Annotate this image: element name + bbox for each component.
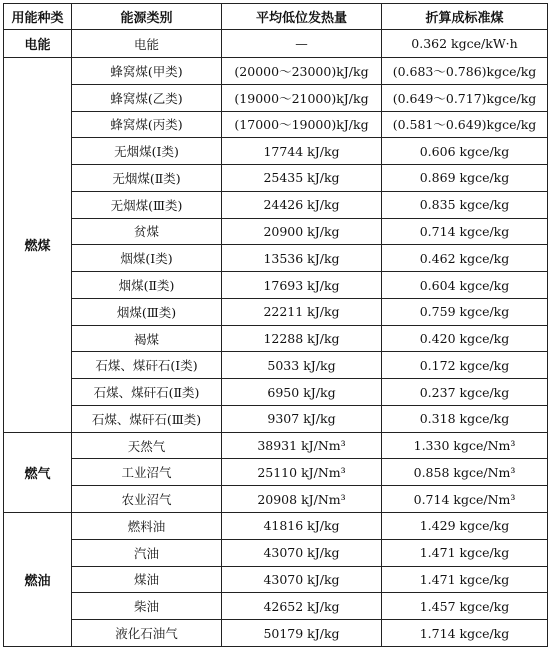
standard-coal-cell: 0.237 kgce/kg xyxy=(382,379,548,406)
table-row xyxy=(4,432,548,459)
heat-value-cell: 41816 kJ/kg xyxy=(222,513,382,540)
energy-type-cell: 电能 xyxy=(72,30,222,58)
header-standard-coal: 折算成标准煤 xyxy=(382,4,548,30)
heat-value-cell: 24426 kJ/kg xyxy=(222,191,382,218)
heat-value-cell: 43070 kJ/kg xyxy=(222,539,382,566)
header-usage-type: 用能种类 xyxy=(4,4,72,30)
energy-type-cell: 燃料油 xyxy=(72,513,222,540)
standard-coal-cell: 0.172 kgce/kg xyxy=(382,352,548,379)
standard-coal-cell: 1.330 kgce/Nm³ xyxy=(382,432,548,459)
category-cell: 燃油 xyxy=(4,513,72,647)
standard-coal-cell: 1.429 kgce/kg xyxy=(382,513,548,540)
standard-coal-cell: 1.471 kgce/kg xyxy=(382,539,548,566)
energy-type-cell: 农业沼气 xyxy=(72,486,222,513)
energy-type-cell: 柴油 xyxy=(72,593,222,620)
energy-type-cell: 工业沼气 xyxy=(72,459,222,486)
heat-value-cell: 9307 kJ/kg xyxy=(222,405,382,432)
table-row xyxy=(4,58,548,85)
standard-coal-cell: 0.759 kgce/kg xyxy=(382,298,548,325)
energy-type-cell: 石煤、煤矸石(Ⅲ类) xyxy=(72,405,222,432)
energy-type-cell: 天然气 xyxy=(72,432,222,459)
standard-coal-cell: 0.714 kgce/Nm³ xyxy=(382,486,548,513)
table-row xyxy=(4,191,548,218)
standard-coal-cell: 0.318 kgce/kg xyxy=(382,405,548,432)
standard-coal-cell: 0.606 kgce/kg xyxy=(382,138,548,165)
heat-value-cell: 22211 kJ/kg xyxy=(222,298,382,325)
table-row xyxy=(4,165,548,192)
standard-coal-cell: 0.420 kgce/kg xyxy=(382,325,548,352)
table-row xyxy=(4,405,548,432)
energy-type-cell: 贫煤 xyxy=(72,218,222,245)
heat-value-cell: 6950 kJ/kg xyxy=(222,379,382,406)
standard-coal-cell: (0.649～0.717)kgce/kg xyxy=(382,84,548,111)
standard-coal-cell: 0.714 kgce/kg xyxy=(382,218,548,245)
energy-type-cell: 液化石油气 xyxy=(72,620,222,647)
table-row xyxy=(4,111,548,138)
heat-value-cell: 17744 kJ/kg xyxy=(222,138,382,165)
table-row xyxy=(4,298,548,325)
table-row xyxy=(4,513,548,540)
standard-coal-cell: (0.683～0.786)kgce/kg xyxy=(382,58,548,85)
heat-value-cell: (20000～23000)kJ/kg xyxy=(222,58,382,85)
heat-value-cell: 50179 kJ/kg xyxy=(222,620,382,647)
header-row xyxy=(4,4,548,30)
heat-value-cell: 13536 kJ/kg xyxy=(222,245,382,272)
heat-value-cell: — xyxy=(222,30,382,58)
heat-value-cell: 43070 kJ/kg xyxy=(222,566,382,593)
table-row xyxy=(4,272,548,299)
energy-type-cell: 褐煤 xyxy=(72,325,222,352)
table-row xyxy=(4,325,548,352)
table-row xyxy=(4,459,548,486)
heat-value-cell: 25110 kJ/Nm³ xyxy=(222,459,382,486)
standard-coal-cell: 0.869 kgce/kg xyxy=(382,165,548,192)
table-row xyxy=(4,138,548,165)
standard-coal-cell: 0.462 kgce/kg xyxy=(382,245,548,272)
energy-type-cell: 烟煤(Ⅰ类) xyxy=(72,245,222,272)
energy-type-cell: 石煤、煤矸石(Ⅱ类) xyxy=(72,379,222,406)
heat-value-cell: 5033 kJ/kg xyxy=(222,352,382,379)
category-cell: 燃煤 xyxy=(4,58,72,433)
heat-value-cell: 25435 kJ/kg xyxy=(222,165,382,192)
standard-coal-cell: 1.471 kgce/kg xyxy=(382,566,548,593)
table-row xyxy=(4,352,548,379)
table-row xyxy=(4,379,548,406)
table-row xyxy=(4,620,548,647)
heat-value-cell: 38931 kJ/Nm³ xyxy=(222,432,382,459)
category-cell: 燃气 xyxy=(4,432,72,512)
standard-coal-cell: 1.457 kgce/kg xyxy=(382,593,548,620)
standard-coal-cell: 0.362 kgce/kW·h xyxy=(382,30,548,58)
energy-type-cell: 蜂窝煤(甲类) xyxy=(72,58,222,85)
energy-type-cell: 汽油 xyxy=(72,539,222,566)
header-heat-value: 平均低位发热量 xyxy=(222,4,382,30)
heat-value-cell: (19000～21000)kJ/kg xyxy=(222,84,382,111)
heat-value-cell: (17000～19000)kJ/kg xyxy=(222,111,382,138)
standard-coal-cell: 0.604 kgce/kg xyxy=(382,272,548,299)
standard-coal-cell: 0.835 kgce/kg xyxy=(382,191,548,218)
heat-value-cell: 12288 kJ/kg xyxy=(222,325,382,352)
energy-type-cell: 无烟煤(Ⅲ类) xyxy=(72,191,222,218)
table-row xyxy=(4,84,548,111)
standard-coal-cell: 1.714 kgce/kg xyxy=(382,620,548,647)
energy-type-cell: 石煤、煤矸石(Ⅰ类) xyxy=(72,352,222,379)
energy-type-cell: 蜂窝煤(丙类) xyxy=(72,111,222,138)
heat-value-cell: 42652 kJ/kg xyxy=(222,593,382,620)
table-row xyxy=(4,245,548,272)
heat-value-cell: 20908 kJ/Nm³ xyxy=(222,486,382,513)
energy-type-cell: 无烟煤(Ⅱ类) xyxy=(72,165,222,192)
table-row xyxy=(4,486,548,513)
energy-type-cell: 烟煤(Ⅲ类) xyxy=(72,298,222,325)
table-row xyxy=(4,593,548,620)
table-row xyxy=(4,566,548,593)
category-cell: 电能 xyxy=(4,30,72,58)
energy-conversion-table xyxy=(3,3,548,647)
table-row xyxy=(4,218,548,245)
standard-coal-cell: (0.581～0.649)kgce/kg xyxy=(382,111,548,138)
table-row xyxy=(4,30,548,58)
energy-type-cell: 蜂窝煤(乙类) xyxy=(72,84,222,111)
table-row xyxy=(4,539,548,566)
energy-type-cell: 煤油 xyxy=(72,566,222,593)
heat-value-cell: 17693 kJ/kg xyxy=(222,272,382,299)
energy-type-cell: 烟煤(Ⅱ类) xyxy=(72,272,222,299)
energy-type-cell: 无烟煤(Ⅰ类) xyxy=(72,138,222,165)
heat-value-cell: 20900 kJ/kg xyxy=(222,218,382,245)
standard-coal-cell: 0.858 kgce/Nm³ xyxy=(382,459,548,486)
header-energy-category: 能源类别 xyxy=(72,4,222,30)
